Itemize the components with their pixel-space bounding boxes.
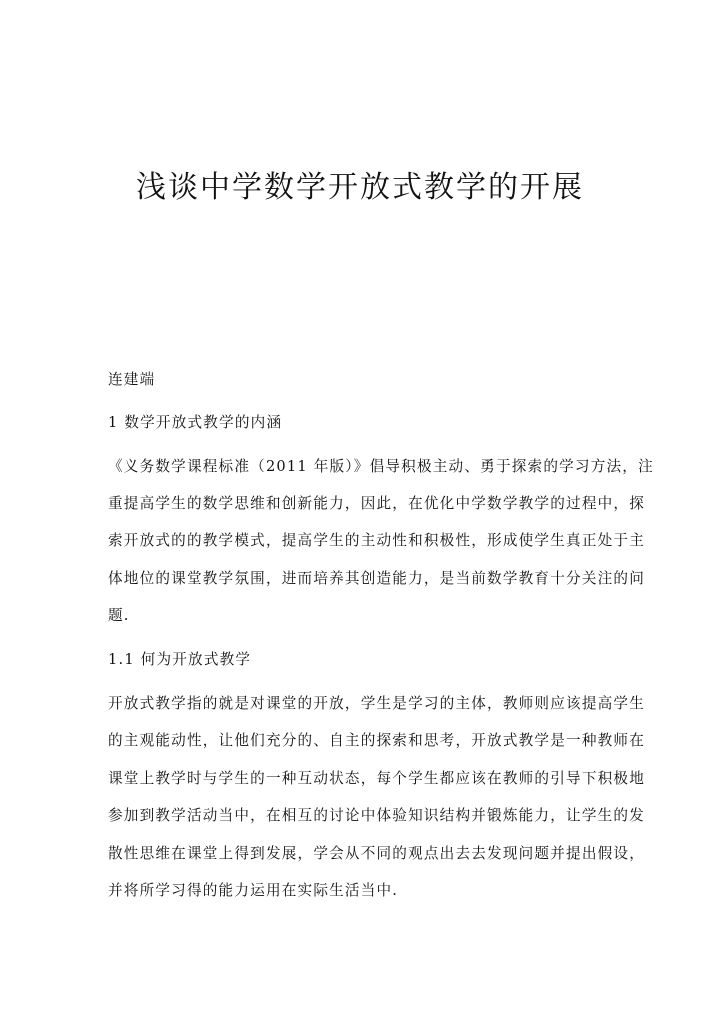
paragraph-1-line: 索开放式的的教学模式，提高学生的主动性和积极性，形成使学生真正处于主 xyxy=(108,532,645,549)
paragraph-2-line: 参加到教学活动当中，在相互的讨论中体验知识结构并锻炼能力，让学生的发 xyxy=(108,807,645,824)
paragraph-1-line: 《义务数学课程标准（2011 年版）》倡导积极主动、勇于探索的学习方法，注 xyxy=(108,458,654,475)
paragraph-2-line: 散性思维在课堂上得到发展，学会从不同的观点出去去发现问题并提出假设， xyxy=(108,845,645,862)
author-name: 连建端 xyxy=(108,371,156,388)
section-heading-1: 1 数学开放式教学的内涵 xyxy=(108,414,283,431)
paragraph-1-line: 重提高学生的数学思维和创新能力，因此，在优化中学数学教学的过程中，探 xyxy=(108,495,645,512)
paragraph-2-line: 课堂上教学时与学生的一种互动状态，每个学生都应该在教师的引导下积极地 xyxy=(108,770,645,787)
paragraph-2-line: 的主观能动性，让他们充分的、自主的探索和思考，开放式教学是一种教师在 xyxy=(108,732,645,749)
paragraph-2-line: 并将所学习得的能力运用在实际生活当中. xyxy=(108,882,399,899)
paragraph-2-line: 开放式教学指的就是对课堂的开放，学生是学习的主体，教师则应该提高学生 xyxy=(108,695,645,712)
document-title: 浅谈中学数学开放式教学的开展 xyxy=(136,170,584,205)
paragraph-1-line: 体地位的课堂教学氛围，进而培养其创造能力，是当前数学教育十分关注的问 xyxy=(108,570,645,587)
section-heading-1-1: 1.1 何为开放式教学 xyxy=(108,651,252,668)
paragraph-1-line: 题. xyxy=(108,607,130,624)
